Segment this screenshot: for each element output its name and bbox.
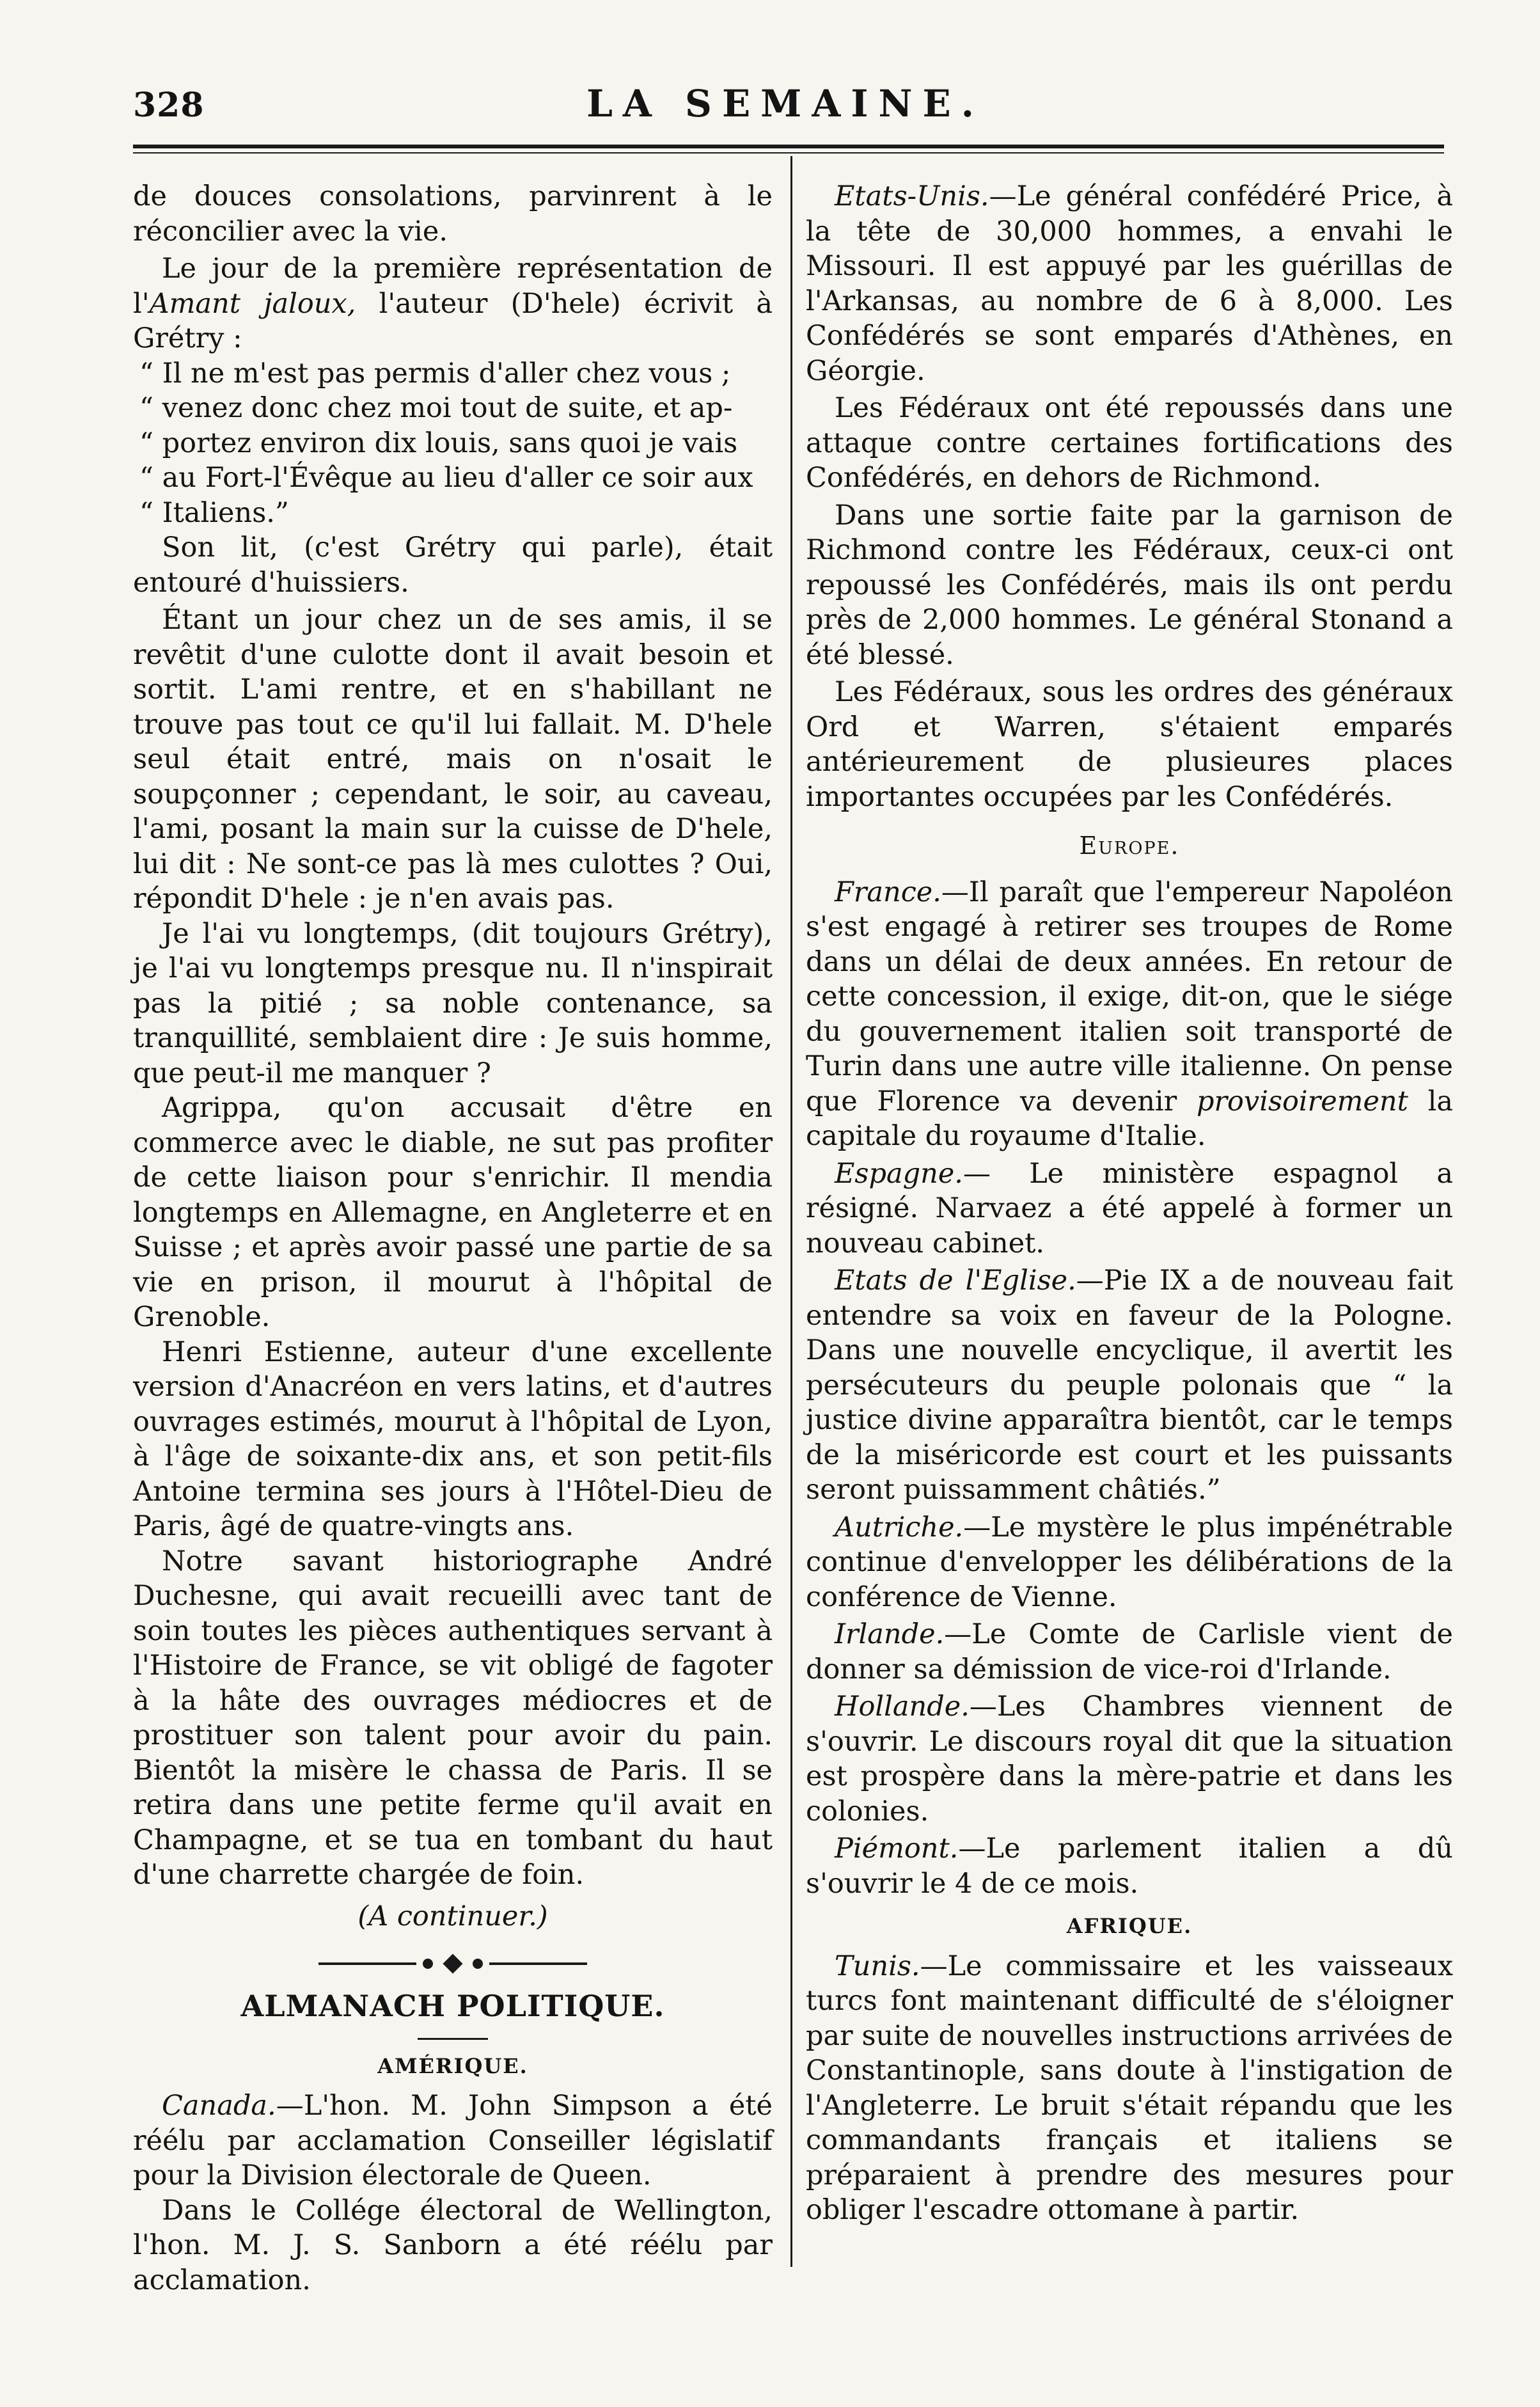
paragraph-france: France.—Il paraît que l'empereur Napoléon s'est engagé à retirer ses troupes de Rome dans un délai de deux années. En retour de cette concession, il exige, dit-on, que le siége du gouvernement italien soit transporté de Turin dans une autre ville italienne. On pense que Florence va devenir provisoirement la capitale du royaume d'Italie.: [806, 876, 1453, 1152]
paragraph-piemont: Piémont.—Le parlement italien a dû s'ouvrir le 4 de ce mois.: [806, 1833, 1453, 1900]
header-rule-thick: [133, 145, 1444, 148]
paragraph-tunis: Tunis.—Le commissaire et les vaisseaux turcs font maintenant difficulté de s'éloigner par suite de nouvelles instructions arrivées de Constantinople, sans doute à l'instigation de l'Angleterre. Le bruit s'était répandu que les commandants français et italiens se préparaient à prendre des mesures pour obliger l'escadre ottomane à partir.: [806, 1950, 1453, 2226]
quote-line: “ Italiens.”: [139, 496, 289, 529]
left-column: [133, 179, 773, 2298]
almanach-title: ALMANACH POLITIQUE.: [240, 1989, 665, 2023]
paragraph: Dans le Collége électoral de Wellington, l'hon. M. J. S. Sanborn a été réélu par acclamation.: [133, 2194, 773, 2296]
paragraph-autriche: Autriche.—Le mystère le plus impénétrable continue d'envelopper les délibérations de la conférence de Vienne.: [806, 1511, 1453, 1613]
country-label: Hollande.: [835, 1691, 970, 1723]
paragraph: de douces consolations, parvinrent à le réconcilier avec la vie.: [133, 180, 773, 248]
paragraph: Son lit, (c'est Grétry qui parle), était entouré d'huissiers.: [133, 532, 773, 599]
afrique-heading: AFRIQUE.: [1066, 1914, 1193, 1938]
quote-line: “ portez environ dix louis, sans quoi je vais: [139, 427, 738, 459]
country-label: Canada.: [162, 2090, 276, 2122]
paragraph-irlande: Irlande.—Le Comte de Carlisle vient de donner sa démission de vice-roi d'Irlande.: [806, 1618, 1453, 1685]
country-label: Espagne.: [835, 1157, 963, 1190]
to-be-continued: (A continuer.): [358, 1900, 548, 1932]
paragraph: Les Fédéraux, sous les ordres des généraux Ord et Warren, s'étaient emparés antérieurement de plusieures places importantes occupées par les Confédérés.: [806, 676, 1453, 813]
country-label: Tunis.: [835, 1950, 920, 1982]
paragraph: Henri Estienne, auteur d'une excellente version d'Anacréon en vers latins, et d'autres ouvrages estimés, mourut à l'hôpital de Lyon, à l'âge de soixante-dix ans, et son petit-fils Antoine termina ses jours à l'Hôtel-Dieu de Paris, âgé de quatre-vingts ans.: [133, 1336, 773, 1542]
country-label: Etats de l'Eglise.: [835, 1265, 1076, 1297]
paragraph: Agrippa, qu'on accusait d'être en commerce avec le diable, ne sut pas profiter de cette liaison pour s'enrichir. Il mendia longtemps en Allemagne, en Angleterre et en Suisse ; et après avoir passé une partie de sa vie en prison, il mourut à l'hôpital de Grenoble.: [133, 1092, 773, 1333]
amerique-heading: AMÉRIQUE.: [377, 2053, 528, 2078]
paragraph-etats-unis: Etats-Unis.—Le général confédéré Price, à la tête de 30,000 hommes, a envahi le Missouri. Il est appuyé par les guérillas de l'Arkansas, au nombre de 6 à 8,000. Les Confédérés se sont emparés d'Athènes, en Géorgie.: [806, 180, 1453, 387]
italic-title: Amant jaloux,: [149, 287, 356, 320]
ornament-divider: [318, 1957, 587, 1971]
column-divider: [790, 156, 792, 2267]
quote-line: “ Il ne m'est pas permis d'aller chez vous ;: [139, 357, 731, 390]
paragraph: Je l'ai vu longtemps, (dit toujours Grétry), je l'ai vu longtemps presque nu. Il n'inspirait pas la pitié ; sa noble contenance, sa tranquillité, semblaient dire : Je suis homme, que peut-il me manquer ?: [133, 917, 773, 1089]
paragraph-canada: Canada.—L'hon. M. John Simpson a été réélu par acclamation Conseiller législatif pour la Division électorale de Queen.: [133, 2090, 773, 2191]
quote-line: “ venez donc chez moi tout de suite, et ap-: [139, 392, 733, 424]
short-rule: [418, 2038, 488, 2040]
paragraph: Dans une sortie faite par la garnison de Richmond contre les Fédéraux, ceux-ci ont repoussé les Confédérés, mais ils ont perdu près de 2,000 hommes. Le général Stonand a été blessé.: [806, 499, 1453, 671]
paragraph: Notre savant historiographe André Duchesne, qui avait recueilli avec tant de soin toutes les pièces authentiques servant à l'Histoire de France, se vit obligé de fagoter à la hâte des ouvrages médiocres et de prostituer son talent pour avoir du pain. Bientôt la misère le chassa de Paris. Il se retira dans une petite ferme qu'il avait en Champagne, et se tua en tombant du haut d'une charrette chargée de foin.: [133, 1545, 773, 1891]
country-label: Autriche.: [835, 1511, 964, 1543]
journal-title: LA SEMAINE.: [586, 82, 984, 125]
paragraph-espagne: Espagne.— Le ministère espagnol a résigné. Narvaez a été appelé à former un nouveau cabinet.: [806, 1157, 1453, 1259]
paragraph: Les Fédéraux ont été repoussés dans une attaque contre certaines fortifications des Confédérés, en dehors de Richmond.: [806, 392, 1453, 494]
page-number: 328: [133, 86, 205, 125]
paragraph: Étant un jour chez un de ses amis, il se revêtit d'une culotte dont il avait besoin et sortit. L'ami rentre, et en s'habillant ne trouve pas tout ce qu'il lui fallait. M. D'hele seul était entré, mais on n'osait le soupçonner ; cependant, le soir, au caveau, l'ami, posant la main sur la cuisse de D'hele, lui dit : Ne sont-ce pas là mes culottes ? Oui, répondit D'hele : je n'en avais pas.: [133, 604, 773, 915]
header-rule-thin: [133, 152, 1444, 154]
country-label: Etats-Unis.: [835, 180, 989, 212]
quote-line: “ au Fort-l'Évêque au lieu d'aller ce soir aux: [139, 462, 753, 494]
paragraph-eglise: Etats de l'Eglise.—Pie IX a de nouveau fait entendre sa voix en faveur de la Pologne. Dans une nouvelle encyclique, il avertit les persécuteurs du peuple polonais que “ la justice divine apparaîtra bientôt, car le temps de la miséricorde est court et les puissants seront puissamment châtiés.”: [806, 1265, 1453, 1506]
paragraph-hollande: Hollande.—Les Chambres viennent de s'ouvrir. Le discours royal dit que la situation est prospère dans la mère-patrie et dans les colonies.: [806, 1691, 1453, 1827]
country-label: Irlande.: [835, 1618, 945, 1650]
europe-heading: Europe.: [1079, 832, 1180, 860]
right-column: [806, 179, 1453, 2228]
country-label: Piémont.: [835, 1833, 959, 1865]
page-header: [133, 77, 1438, 134]
country-label: France.: [835, 876, 941, 908]
paragraph: Le jour de la première représentation de l'Amant jaloux, l'auteur (D'hele) écrivit à Grétry :: [133, 253, 773, 354]
